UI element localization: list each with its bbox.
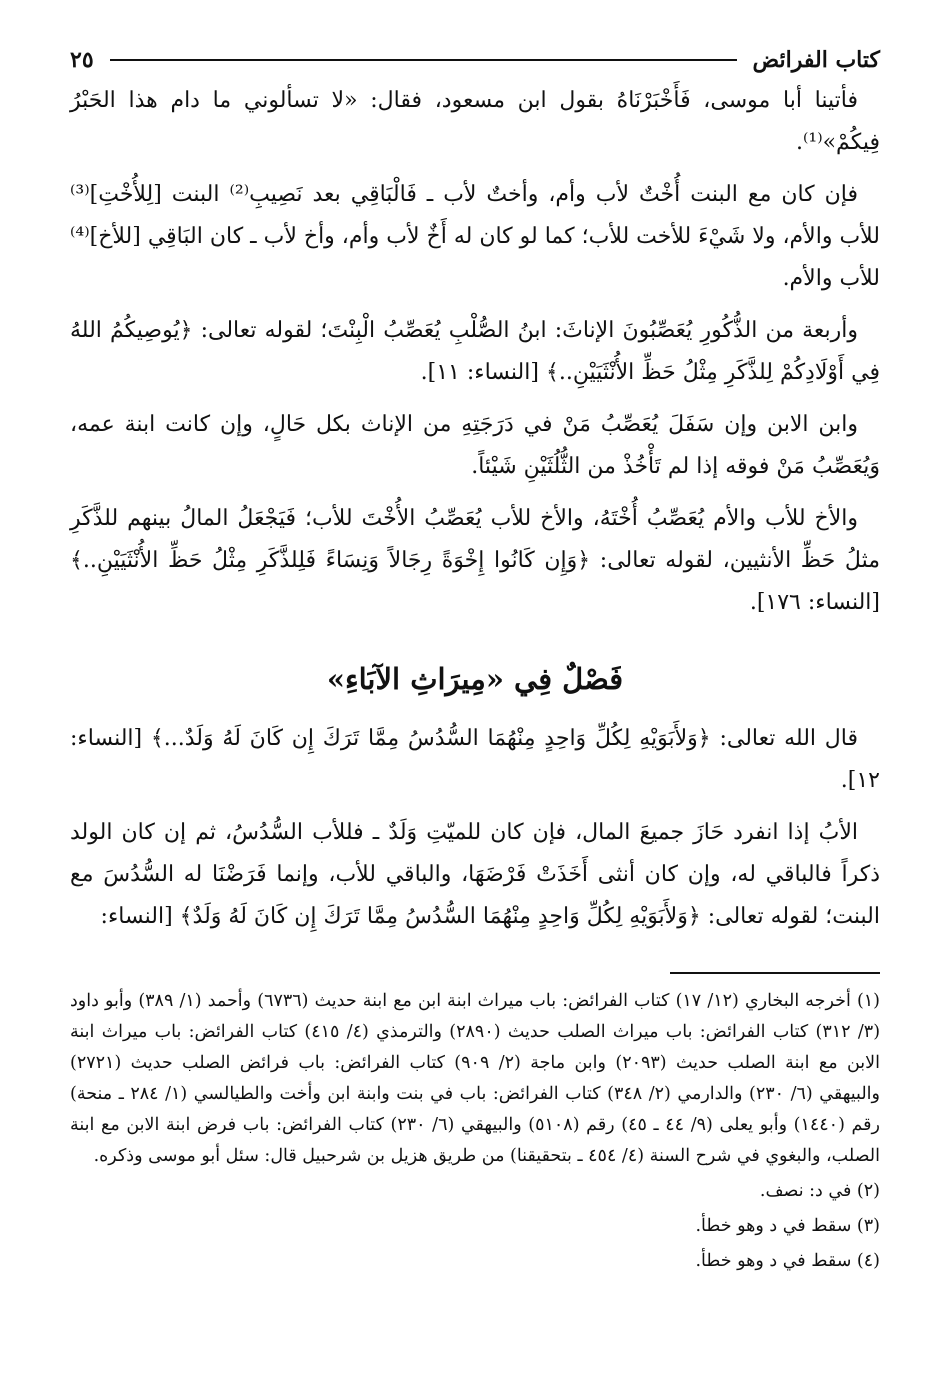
- footnotes: [70, 986, 880, 1277]
- book-page: [70, 40, 880, 1340]
- paragraph: وأربعة من الذُّكُورِ يُعَصِّبُونَ الإناثَ: ابنُ الصُّلْبِ يُعَصِّبُ الْبِنْتَ؛ لقوله تعالى: ﴿يُوصِيكُمُ اللهُ فِي أَوْلَادِكُمْ لِلذَّكَرِ مِثْلُ حَظِّ الأُنْثَيَيْنِ..﴾ [النساء: ١١].: [70, 318, 880, 385]
- paragraph: فإن كان مع البنت أُخْتٌ لأب وأم، وأختٌ لأب ـ فَالْبَاقِي بعد نَصِيبِ⁽²⁾ البنت [لِلأُخْتِ]⁽³⁾ للأب والأم، ولا شَيْءَ للأخت للأب؛ كما لو كان له أَخٌ لأب وأم، وأخ لأب ـ كان البَاقِي [للأخ]⁽⁴⁾ للأب والأم.: [70, 182, 880, 291]
- paragraph: والأخ للأب والأم يُعَصِّبُ أُخْتَهُ، والأخ للأب يُعَصِّبُ الأُخْتَ للأب؛ فَيَجْعَلُ المالُ بينهم للذَّكَرِ مثلُ حَظِّ الأنثيين، لقوله تعالى: ﴿وَإِن كَانُوا إِخْوَةً رِجَالاً وَنِسَاءً فَلِلذَّكَرِ مِثْلُ حَظِّ الأُنْثَيَيْنِ..﴾ [النساء: ١٧٦].: [70, 506, 880, 615]
- footnote: (٢) في د: نصف.: [759, 1181, 880, 1201]
- running-header: [70, 40, 880, 80]
- paragraph: فأتينا أبا موسى، فَأَخْبَرْنَاهُ بقول ابن مسعود، فقال: «لا تسألوني ما دام هذا الحَبْرُ فِيكُمْ»⁽¹⁾.: [70, 88, 880, 155]
- footnote: (٣) سقط في د وهو خطأ.: [695, 1216, 880, 1236]
- section-heading: فَصْلٌ فِي «مِيرَاثِ الآبَاءِ»: [326, 662, 624, 696]
- paragraph: وابن الابن وإن سَفَلَ يُعَصِّبُ مَنْ في دَرَجَتِهِ من الإناث بكل حَالٍ، وإن كانت ابنة عمه، وَيُعَصِّبُ مَنْ فوقه إذا لم تَأْخُذْ من الثُّلُثَيْنِ شَيْئاً.: [70, 412, 880, 479]
- section-paragraph: قال الله تعالى: ﴿وَلأَبَوَيْهِ لِكُلِّ وَاحِدٍ مِنْهُمَا السُّدُسُ مِمَّا تَرَكَ إِن كَانَ لَهُ وَلَدٌ...﴾ [النساء: ١٢].: [70, 726, 880, 793]
- section-paragraph: الأبُ إذا انفرد حَازَ جميعَ المال، فإن كان للميّتِ وَلَدٌ ـ فللأب السُّدُسُ، ثم إن كان الولد ذكراً فالباقي له، وإن كان أنثى أَخَذَتْ فَرْضَهَا، والباقي للأب، وإنما فَرَضْنَا له السُّدُسَ مع البنت؛ لقوله تعالى: ﴿وَلأَبَوَيْهِ لِكُلِّ وَاحِدٍ مِنْهُمَا السُّدُسُ مِمَّا تَرَكَ إِن كَانَ لَهُ وَلَدٌ﴾ [النساء:: [70, 820, 880, 929]
- footnote-divider: [670, 972, 880, 974]
- header-title: كتاب الفرائض: [752, 47, 880, 73]
- footnote: (٤) سقط في د وهو خطأ.: [695, 1251, 880, 1271]
- page-number: ٢٥: [70, 47, 94, 73]
- footnote: (١) أخرجه البخاري (١٢/ ١٧) كتاب الفرائض: باب ميراث ابنة ابن مع ابنة حديث (٦٧٣٦) وأحمد (١/ ٣٨٩) وأبو داود (٣/ ٣١٢) كتاب الفرائض: باب ميراث الصلب حديث (٢٨٩٠) والترمذي (٤/ ٤١٥) كتاب الفرائض: باب ميراث ابنة الابن مع ابنة الصلب حديث (٢٠٩٣) وابن ماجة (٢/ ٩٠٩) كتاب الفرائض: باب فرائض الصلب حديث (٢٧٢١) والبيهقي (٦/ ٢٣٠) والدارمي (٢/ ٣٤٨) كتاب الفرائض: باب في بنت وابنة ابن وأخت والطيالسي (١/ ٢٨٤ ـ منحة) رقم (١٤٤٠) وأبو يعلى (٩/ ٤٤ ـ ٤٥) رقم (٥١٠٨) والبيهقي (٦/ ٢٣٠) كتاب الفرائض: باب فرض ابنة الابن مع ابنة الصلب، والبغوي في شرح السنة (٤/ ٤٥٤ ـ بتحقيقنا) من طريق هزيل بن شرحبيل قال: سئل أبو موسى وذكره.: [70, 991, 881, 1166]
- main-text: [70, 80, 880, 938]
- header-rule: [110, 59, 737, 61]
